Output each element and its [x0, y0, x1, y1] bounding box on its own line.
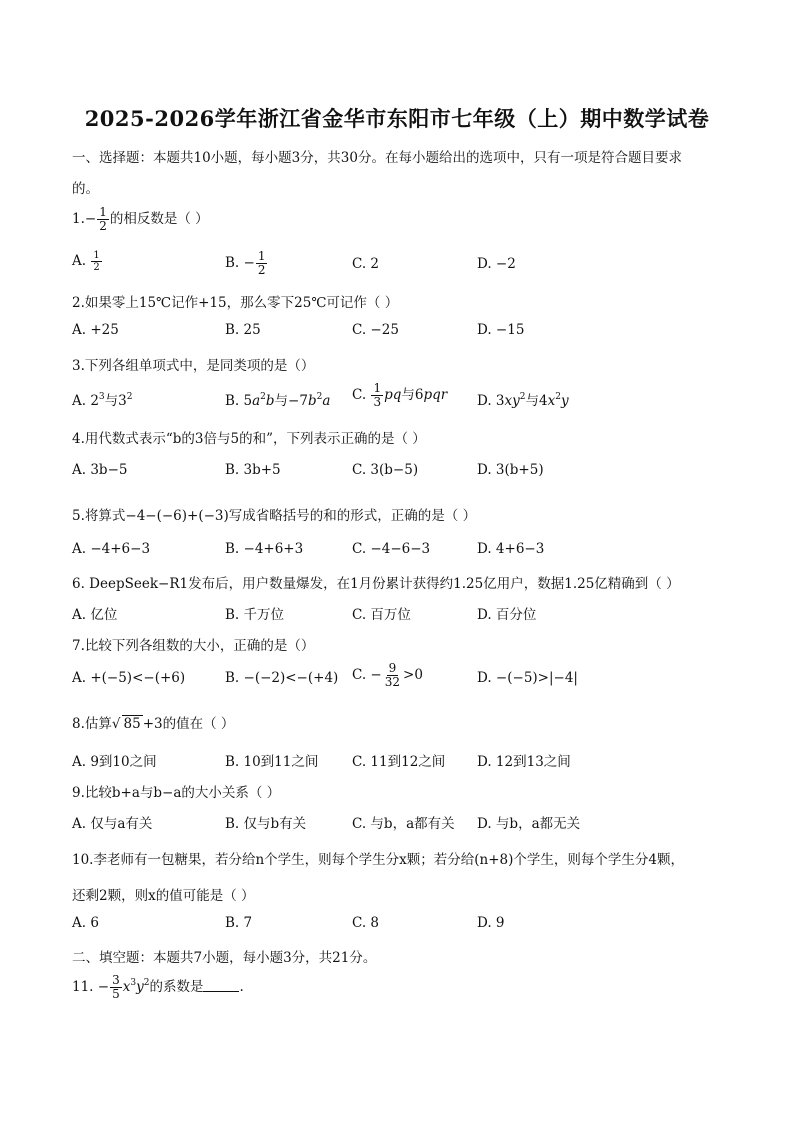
option-c[interactable]: C. $\frac{1}{3}$ pq与6pqr [352, 381, 448, 410]
option-c[interactable]: C. 2 [352, 256, 380, 272]
question-5: 5.将算式−4−(−6)+(−3)写成省略括号的和的形式，正确的是（ ） [72, 508, 477, 524]
fraction: $\frac{1}{2}$ [99, 205, 107, 234]
exam-title: 2025-2026学年浙江省金华市东阳市七年级（上）期中数学试卷 [84, 106, 710, 131]
option-c[interactable]: C. 3(b−5) [352, 462, 419, 478]
question-1: 1.− $\frac{1}{2}$ 的相反数是（ ） [72, 205, 209, 234]
option-c[interactable]: C. 与b，a都有关 [352, 816, 455, 832]
question-3: 3.下列各组单项式中，是同类项的是（） [72, 358, 315, 374]
sqrt-sign: √ [111, 716, 121, 732]
option-d[interactable]: D. $3xy^2$与$4x^2y$ [477, 392, 569, 409]
question-11: 11. − $\frac{3}{5}$ $x^3y^2$的系数是 . [72, 973, 244, 1002]
option-b[interactable]: B. 3b+5 [225, 462, 281, 478]
option-a[interactable]: A. +(−5)<−(+6) [72, 670, 186, 686]
option-c[interactable]: C. 百万位 [352, 607, 411, 623]
option-a[interactable]: A. 仅与a有关 [72, 816, 153, 832]
section-1-header-line2: 的。 [72, 181, 99, 197]
option-c[interactable]: C. −25 [352, 322, 399, 338]
section-1-header-line1: 一、选择题：本题共10小题，每小题3分，共30分。在每小题给出的选项中，只有一项是符合题目要求 [72, 150, 682, 166]
question-4: 4.用代数式表示“b的3倍与5的和”，下列表示正确的是（ ） [72, 431, 426, 447]
question-10-line1: 10.李老师有一包糖果，若分给n个学生，则每个学生分x颗；若分给(n+8)个学生，则每个学生分4颗， [72, 852, 684, 868]
answer-blank[interactable] [203, 979, 239, 992]
option-a[interactable]: A. 亿位 [72, 607, 118, 623]
option-b[interactable]: B. 10到11之间 [225, 754, 319, 770]
option-b[interactable]: B. −4+6+3 [225, 541, 304, 557]
section-2-header: 二、填空题：本题共7小题，每小题3分，共21分。 [72, 950, 377, 966]
option-d[interactable]: D. 12到13之间 [477, 754, 571, 770]
option-d[interactable]: D. 9 [477, 915, 505, 931]
question-10-line2: 还剩2颗，则x的值可能是（ ） [72, 888, 255, 904]
question-6: 6. DeepSeek−R1发布后，用户数量爆发，在1月份累计获得约1.25亿用户，数据1.25亿精确到（ ） [72, 576, 680, 592]
option-c[interactable]: C. − $\frac{9}{32}$ >0 [352, 661, 423, 690]
option-c[interactable]: C. 11到12之间 [352, 754, 446, 770]
option-a[interactable]: A. 6 [72, 915, 99, 931]
option-b[interactable]: B. 7 [225, 915, 253, 931]
option-a[interactable]: A. 3b−5 [72, 462, 128, 478]
option-d[interactable]: D. 与b，a都无关 [477, 816, 581, 832]
option-d[interactable]: D. 3(b+5) [477, 462, 544, 478]
option-d[interactable]: D. 4+6−3 [477, 541, 545, 557]
option-c[interactable]: C. 8 [352, 915, 380, 931]
question-8: 8.估算√ 85 +3的值在（ ） [72, 716, 235, 732]
option-a[interactable]: A. −4+6−3 [72, 541, 151, 557]
question-9: 9.比较b+a与b−a的大小关系（ ） [72, 785, 281, 801]
option-b[interactable]: B. 仅与b有关 [225, 816, 307, 832]
option-a[interactable]: A. +25 [72, 322, 119, 338]
option-b[interactable]: B. − $\frac{1}{2}$ [225, 249, 266, 278]
option-d[interactable]: D. −2 [477, 256, 516, 272]
option-d[interactable]: D. 百分位 [477, 607, 537, 623]
question-7: 7.比较下列各组数的大小，正确的是（） [72, 638, 315, 654]
option-d[interactable]: D. −(−5)>|−4| [477, 670, 578, 686]
option-c[interactable]: C. −4−6−3 [352, 541, 431, 557]
option-b[interactable]: B. 25 [225, 322, 261, 338]
option-a[interactable]: A. 9到10之间 [72, 754, 157, 770]
option-d[interactable]: D. −15 [477, 322, 525, 338]
question-2: 2.如果零上15℃记作+15，那么零下25℃可记作（ ） [72, 295, 399, 311]
option-b[interactable]: B. $5a^2b$与$-7b^2a$ [225, 392, 331, 409]
option-a[interactable]: A. $2^3$与$3^2$ [72, 392, 133, 409]
option-b[interactable]: B. 千万位 [225, 607, 285, 623]
option-b[interactable]: B. −(−2)<−(+4) [225, 670, 339, 686]
option-a[interactable]: A. $\frac{1}{2}$ [72, 250, 100, 273]
